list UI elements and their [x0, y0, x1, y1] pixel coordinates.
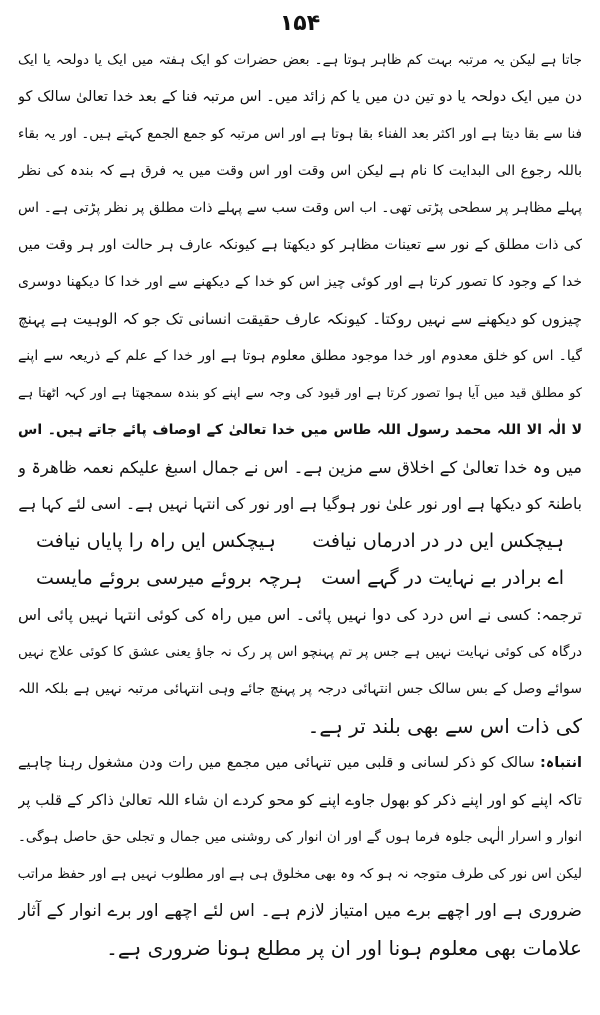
persian-couplets: [18, 523, 582, 597]
couplet: [18, 560, 582, 597]
text-line: چیزوں کو دیکھنے سے نہیں روکتا۔ کیونکہ عارف حقیقت انسانی تک جو کہ الوہیت ہے پہنچ: [18, 310, 582, 328]
text-line: کو مطلق قید میں آیا ہوا تصور کرتا ہے اور قیود کی وجہ سے اپنے کو بندہ سمجھتا ہے اور کہہ اٹھتا ہے: [18, 386, 582, 401]
text-line: کی ذات اس سے بھی بلند تر ہے۔: [307, 714, 582, 738]
text-line: کی ذات مطلق کے نور سے تعینات مظاہر کو دیکھتا ہے کیونکہ عارف ہر حالت اور ہر وقت میں: [18, 237, 582, 253]
hemistich-left: ہیچکس ایں راہ را پایاں نیافت: [36, 530, 276, 552]
text-line: پہلے مظاہر پر سطحی پڑتی تھی۔ اب اس وقت سب سے پہلے ذات مطلق پر نظر پڑتی ہے۔ اس: [18, 200, 582, 216]
warning-first-line: سالک کو ذکر لسانی و قلبی میں تنہائی میں مجمع میں رات ودن مشغول رہنا چاہیے: [18, 755, 535, 771]
couplet: [18, 523, 582, 560]
text-line: درگاہ کی کوئی نہایت نہیں ہے جس پر تم پہنچو اس پر رک نہ جاؤ یعنی عشق کا کوئی علاج نہیں: [18, 644, 582, 660]
text-line: لیکن اس نور کی طرف متوجہ نہ ہو کہ وہ بھی مخلوق ہی ہے اور مطلوب نہیں ہے اور حفظ مراتب: [18, 866, 582, 882]
text-line: علامات بھی معلوم ہونا اور ان پر مطلع ہونا ضروری ہے۔: [106, 936, 582, 960]
text-line: خدا کے وجود کا تصور کرتا ہے اور کوئی چیز اس کو خدا کے دیکھنے سے اور خدا کا دیکھنا دوسری: [18, 274, 582, 290]
text-line: گیا۔ اس کو خلق معدوم اور خدا موجود مطلق معلوم ہوتا ہے اور خدا کے علم کے ذریعہ سے اپنے: [18, 348, 582, 364]
page-number: ۱۵۴: [279, 11, 321, 36]
text-line: میں وہ خدا تعالیٰ کے اخلاق سے مزین ہے۔ اس نے جمال اسبغ علیکم نعمہ ظاھرۃ و: [18, 458, 582, 477]
text-line: باطنۃ کو دیکھا ہے اور نور علیٰ نور ہوگیا ہے اور نور کی انتہا نہیں ہے۔ اسی لئے کہا ہے: [18, 495, 582, 513]
text-line: باللہ رجوع الی البدایت کا نام ہے لیکن اس وقت اور اس وقت میں یہ فرق ہے کہ بندہ کی نظر: [18, 163, 582, 179]
text-line-kalima: لا الٰہ الا اللہ محمد رسول اللہ طاس میں خدا تعالیٰ کے اوصاف پائے جاتے ہیں۔ اس: [18, 422, 582, 438]
text-line: انوار و اسرار الٰہی جلوہ فرما ہوں گے اور ان انوار کی روشنی میں جمال و تجلی حق حاصل ہوگی۔: [18, 829, 582, 845]
hemistich-left: ہرچہ بروئے میرسی بروئے مایست: [36, 567, 303, 589]
paragraph-translation: [18, 597, 582, 745]
text-line: تاکہ اپنے کو اور اپنے ذکر کو بھول جاوے اپنے کو محو کردے ان شاء اللہ تعالیٰ ذاکر کے قلب پر: [18, 791, 582, 809]
text-line: سوائے وصل کے بس سالک جس انتہائی درجہ پر پہنچ جائے وہی انتہائی مرتبہ نہیں ہے بلکہ اللہ: [18, 681, 582, 697]
text-line: جاتا ہے لیکن یہ مرتبہ بہت کم ظاہر ہوتا ہے۔ بعض حضرات کو ایک ہفتہ میں ایک یا دولحہ یا ایک: [18, 52, 582, 68]
warning-heading: انتباہ:: [540, 755, 582, 771]
text-line-with-heading: [18, 745, 582, 782]
hemistich-right: ہیچکس ایں در در ادرماں نیافت: [312, 530, 564, 552]
text-line: فنا سے بقا دیتا ہے اور اکثر بعد الفناء بقا ہوتا ہے اور اس مرتبہ کو جمع الجمع کہتے ہیں۔ اور یہ بقاء: [18, 126, 582, 142]
paragraph-warning: [18, 745, 582, 967]
text-line: دن میں ایک دولحہ یا دو تین دن میں یا کم زائد میں۔ اس مرتبہ فنا کے بعد خدا تعالیٰ سالک کو: [18, 89, 582, 105]
hemistich-right: اے برادر بے نہایت در گہے است: [321, 567, 564, 589]
text-line: ترجمہ: کسی نے اس درد کی دوا نہیں پائی۔ اس میں راہ کی کوئی انتہا نہیں پائی اس: [18, 606, 582, 624]
paragraph-main: [18, 42, 582, 523]
text-line: ضروری ہے اور اچھے برے میں امتیاز لازم ہے۔ اس لئے اچھے اور برے انوار کے آثار: [18, 901, 582, 921]
